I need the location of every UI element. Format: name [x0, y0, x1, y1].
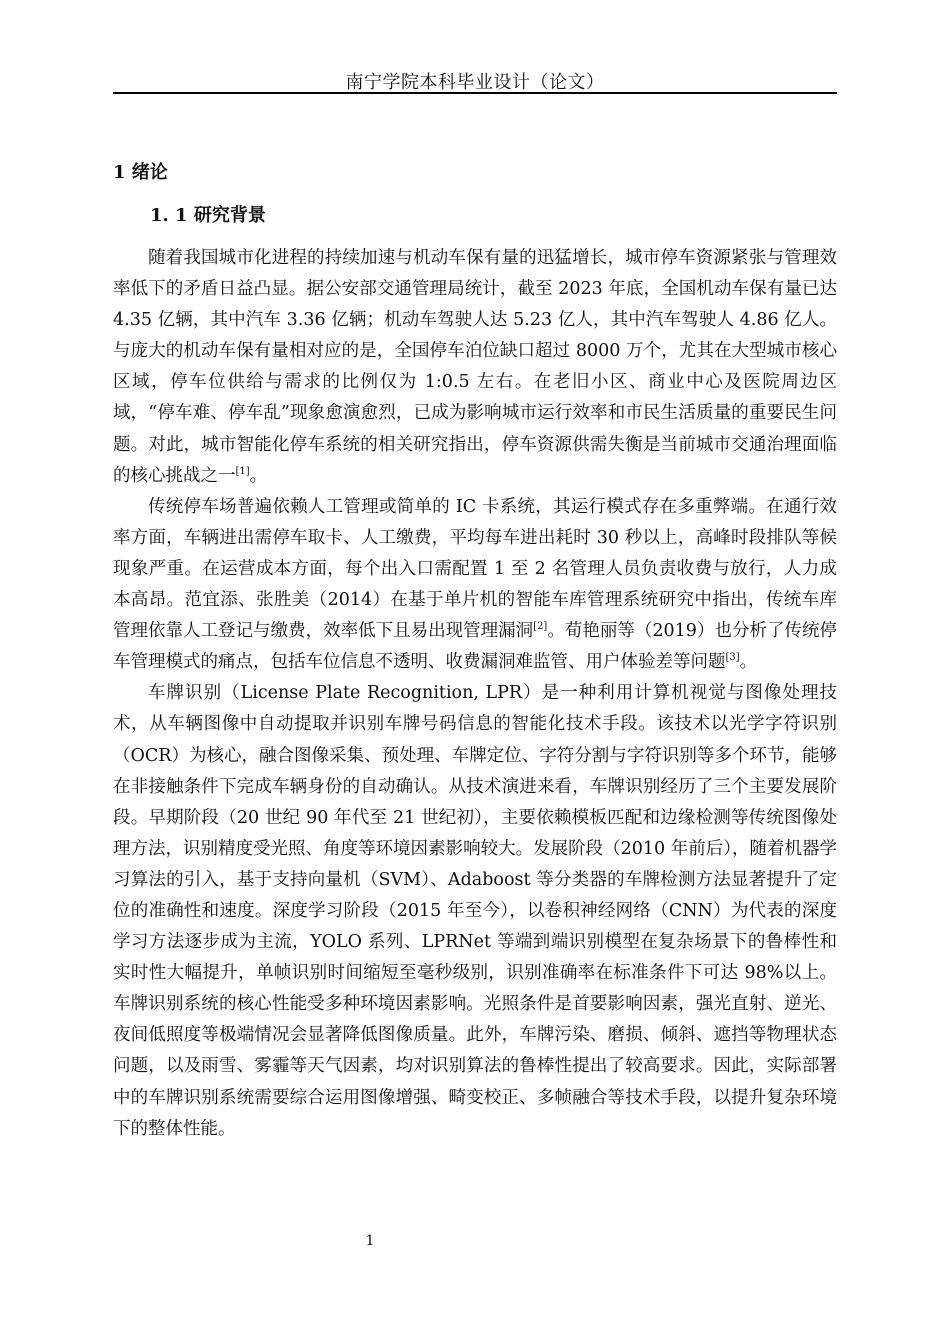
paragraph-2-tail-continued: 。	[739, 652, 758, 673]
paragraph-2-text-continued: 荀艳丽等（2019）也分析了传统停车管理模式的痛点，包括车位信息不透明、收费漏洞难监管、用户体验差等问题	[113, 621, 837, 673]
citation-1: [1]	[235, 465, 250, 477]
paragraph-3	[113, 678, 837, 1144]
paragraph-2	[113, 492, 837, 679]
body-text	[113, 243, 837, 1145]
header-rule	[113, 92, 837, 94]
paragraph-3-text: 车牌识别（License Plate Recognition, LPR）是一种利用计算机视觉与图像处理技术，从车辆图像中自动提取并识别车牌号码信息的智能化技术手段。该技术以光学字符识别（OCR）为核心，融合图像采集、预处理、车牌定位、字符分割与字符识别等多个环节，能够在非接触条件下完成车辆身份的自动确认。从技术演进来看，车牌识别经历了三个主要发展阶段。早期阶段（20 世纪 90 年代至 21 世纪初），主要依赖模板匹配和边缘检测等传统图像处理方法，识别精度受光照、角度等环境因素影响较大。发展阶段（2010 年前后），随着机器学习算法的引入，基于支持向量机（SVM）、Adaboost 等分类器的车牌检测方法显著提升了定位的准确性和速度。深度学习阶段（2015 年至今），以卷积神经网络（CNN）为代表的深度学习方法逐步成为主流，YOLO 系列、LPRNet 等端到端识别模型在复杂场景下的鲁棒性和实时性大幅提升，单帧识别时间缩短至毫秒级别，识别准确率在标准条件下可达 98%以上。车牌识别系统的核心性能受多种环境因素影响。光照条件是首要影响因素，强光直射、逆光、夜间低照度等极端情况会显著降低图像质量。此外，车牌污染、磨损、倾斜、遮挡等物理状态问题，以及雨雪、雾霾等天气因素，均对识别算法的鲁棒性提出了较高要求。因此，实际部署中的车牌识别系统需要综合运用图像增强、畸变校正、多帧融合等技术手段，以提升复杂环境下的整体性能。	[113, 683, 837, 1139]
paragraph-2-text: 传统停车场普遍依赖人工管理或简单的 IC 卡系统，其运行模式存在多重弊端。在通行效率方面，车辆进出需停车取卡、人工缴费，平均每车进出耗时 30 秒以上，高峰时段排队等候现象严重。在运营成本方面，每个出入口需配置 1 至 2 名管理人员负责收费与放行，人力成本高昂。范宜添、张胜美（2014）在基于单片机的智能车库管理系统研究中指出，传统车库管理依靠人工登记与缴费，效率低下且易出现管理漏洞	[113, 496, 837, 642]
chapter-heading: 1 绪论	[113, 162, 168, 183]
paragraph-1-tail: 。	[249, 465, 268, 486]
paragraph-1	[113, 243, 837, 492]
citation-2: [2]	[533, 621, 548, 633]
paragraph-2-tail: 。	[547, 621, 565, 642]
running-header: 南宁学院本科毕业设计（论文）	[345, 72, 605, 93]
citation-3: [3]	[725, 652, 740, 664]
page-number: 1	[365, 1233, 375, 1249]
section-heading: 1. 1 研究背景	[150, 205, 266, 226]
paragraph-1-text: 随着我国城市化进程的持续加速与机动车保有量的迅猛增长，城市停车资源紧张与管理效率低下的矛盾日益凸显。据公安部交通管理局统计，截至 2023 年底，全国机动车保有量已达 4.35 亿辆，其中汽车 3.36 亿辆；机动车驾驶人达 5.23 亿人，其中汽车驾驶人 4.86 亿人。与庞大的机动车保有量相对应的是，全国停车泊位缺口超过 8000 万个，尤其在大型城市核心区域，停车位供给与需求的比例仅为 1:0.5 左右。在老旧小区、商业中心及医院周边区域，“停车难、停车乱”现象愈演愈烈，已成为影响城市运行效率和市民生活质量的重要民生问题。对此，城市智能化停车系统的相关研究指出，停车资源供需失衡是当前城市交通治理面临的核心挑战之一	[113, 248, 837, 486]
